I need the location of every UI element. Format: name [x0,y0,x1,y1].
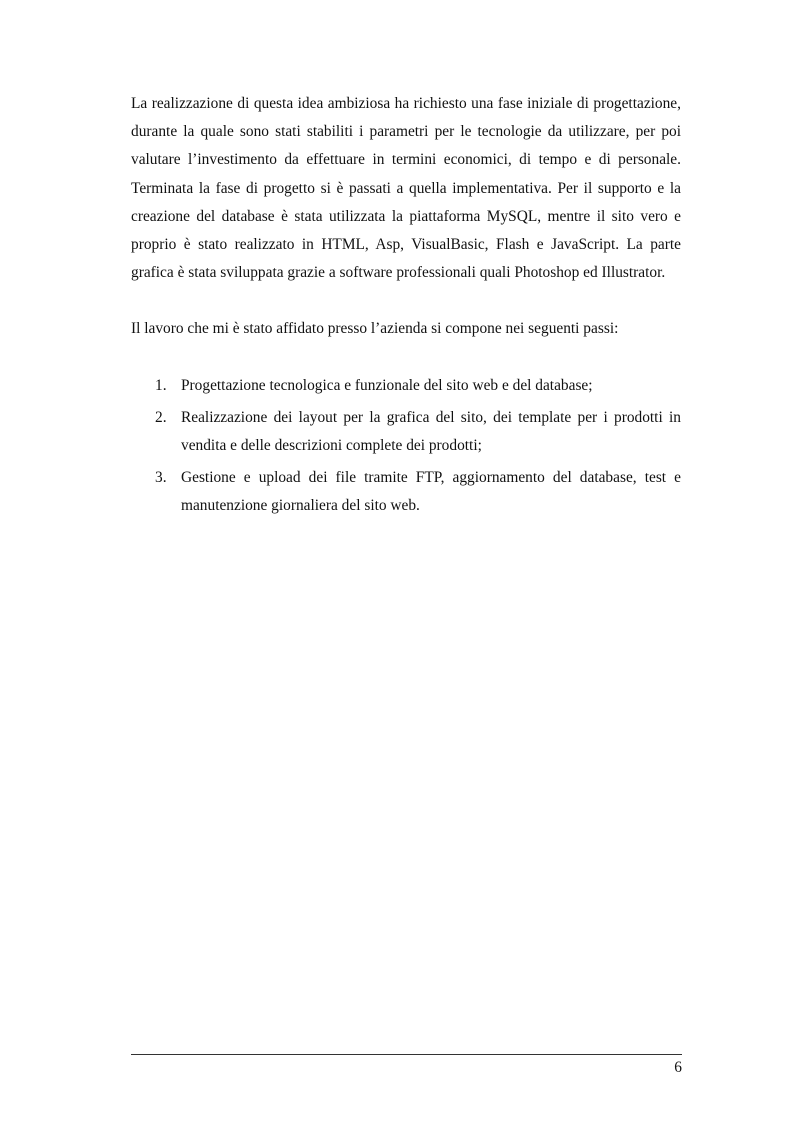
footer-divider [131,1054,682,1055]
steps-list [131,372,681,521]
intro-paragraph: La realizzazione di questa idea ambiziosa ha richiesto una fase iniziale di progettazione, durante la quale sono stati stabiliti i parametri per le tecnologie da utilizzare, per poi valutare l’investimento da effettuare in termini economici, di tempo e di personale. Terminata la fase di progetto si è passati a quella implementativa. Per il supporto e la creazione del database è stata utilizzata la piattaforma MySQL, mentre il sito vero e proprio è stato realizzato in HTML, Asp, VisualBasic, Flash e JavaScript. La parte grafica è stata sviluppata grazie a software professionali quali Photoshop ed Illustrator. [131,95,681,282]
list-item-number: 1. [155,376,167,394]
list-item-text: Progettazione tecnologica e funzionale del sito web e del database; [181,376,593,394]
list-item-number: 3. [155,469,167,487]
list-item-number: 2. [155,408,167,426]
list-item [131,404,681,460]
list-item [131,372,681,400]
page-number: 6 [674,1059,682,1076]
list-item-text: Gestione e upload dei file tramite FTP, aggiornamento del database, test e manutenzione giornaliera del sito web. [181,469,681,515]
document-body [131,90,681,525]
list-item-text: Realizzazione dei layout per la grafica del sito, dei template per i prodotti in vendita e delle descrizioni complete dei prodotti; [181,408,681,455]
list-item [131,464,681,520]
tasks-intro-paragraph: Il lavoro che mi è stato affidato presso l’azienda si compone nei seguenti passi: [131,320,619,338]
